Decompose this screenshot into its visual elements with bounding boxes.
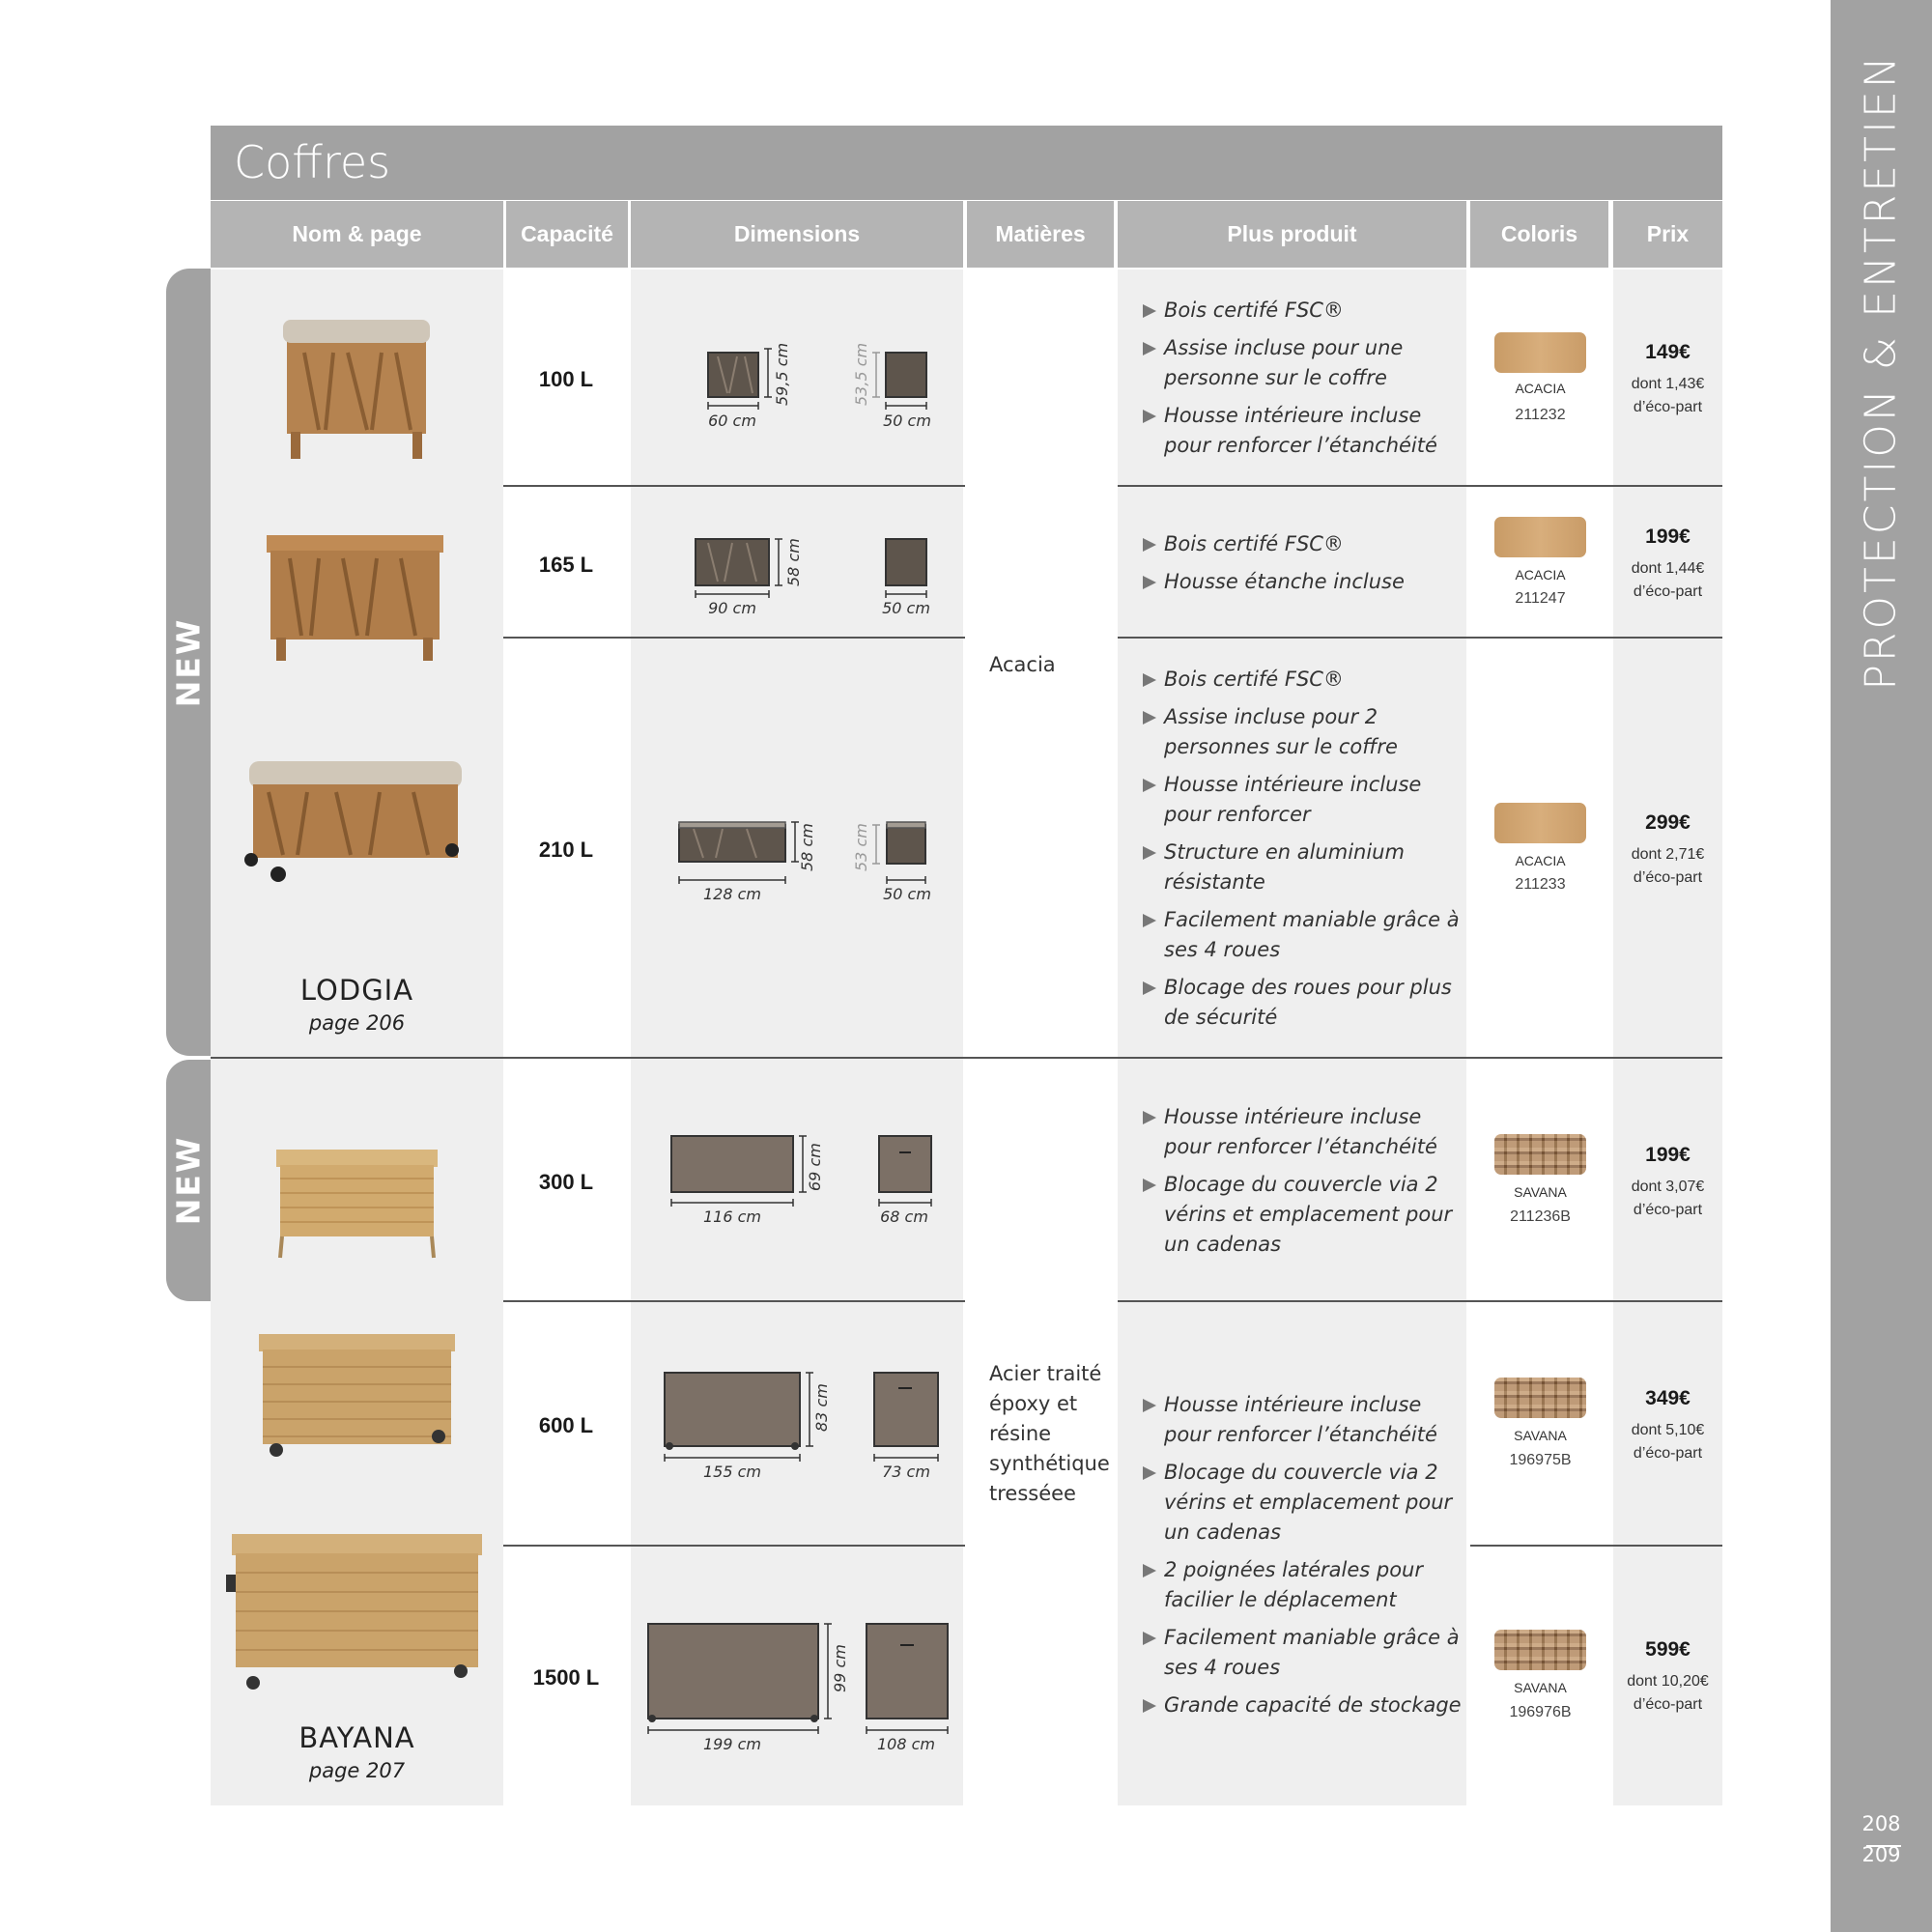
header-capacity: Capacité xyxy=(506,201,628,268)
price: 299€ xyxy=(1645,811,1690,834)
eco-part: dont 2,71€ d’éco-part xyxy=(1631,846,1705,886)
dim-height: 58 cm xyxy=(784,538,803,586)
header-price: Prix xyxy=(1613,201,1722,268)
material-acier: Acier traité époxy et résine synthétique tresséee xyxy=(989,1362,1110,1505)
colour-ref: 196975B xyxy=(1509,1452,1572,1468)
price: 599€ xyxy=(1645,1638,1690,1661)
colour-name: ACACIA xyxy=(1515,567,1566,582)
colour-swatch-savana[interactable] xyxy=(1494,1134,1586,1175)
dimension-diagrams xyxy=(631,270,963,1805)
product-name-lodgia: LODGIA xyxy=(299,974,414,1007)
colour-swatch-acacia[interactable] xyxy=(1494,803,1586,843)
feature-item: Blocage du couvercle via 2 vérins et emplacement pour un cadenas xyxy=(1143,1458,1462,1548)
page-number-left: 208 xyxy=(1861,1812,1901,1835)
colour-name: ACACIA xyxy=(1515,853,1566,868)
dim-height-seat: 53 cm xyxy=(852,823,870,871)
page-number-right: 209 xyxy=(1861,1843,1901,1866)
dim-depth: 50 cm xyxy=(883,412,931,430)
row-divider xyxy=(1118,485,1722,487)
features-row-5 xyxy=(1143,1390,1462,1728)
feature-item: Facilement maniable grâce à ses 4 roues xyxy=(1143,905,1462,965)
colour-swatch-acacia[interactable] xyxy=(1494,517,1586,557)
material-acacia: Acacia xyxy=(989,653,1056,676)
eco-part: dont 1,44€ d’éco-part xyxy=(1631,560,1705,600)
feature-item: Blocage des roues pour plus de sécurité xyxy=(1143,973,1462,1033)
feature-item: Housse intérieure incluse pour renforcer l’étanchéité xyxy=(1143,401,1462,461)
dim-height: 99 cm xyxy=(831,1644,849,1692)
dim-width: 199 cm xyxy=(702,1735,761,1753)
dim-depth: 50 cm xyxy=(882,599,930,617)
feature-item: Blocage du couvercle via 2 vérins et emplacement pour un cadenas xyxy=(1143,1170,1462,1260)
feature-item: Assise incluse pour une personne sur le coffre xyxy=(1143,333,1462,393)
title-bar xyxy=(211,126,1722,200)
colour-swatch-acacia[interactable] xyxy=(1494,332,1586,373)
colour-swatch-savana[interactable] xyxy=(1494,1630,1586,1670)
dim-depth: 68 cm xyxy=(880,1208,928,1226)
dim-height: 69 cm xyxy=(806,1143,824,1191)
feature-item: Housse étanche incluse xyxy=(1143,567,1462,597)
dim-height: 59,5 cm xyxy=(773,342,791,406)
column-price-bg xyxy=(1613,270,1722,1805)
price: 149€ xyxy=(1645,341,1690,363)
capacity: 600 L xyxy=(538,1413,594,1437)
header-dimensions: Dimensions xyxy=(631,201,963,268)
feature-item: Bois certifé FSC® xyxy=(1143,296,1462,326)
eco-part: dont 10,20€ d’éco-part xyxy=(1627,1673,1709,1713)
dim-width: 60 cm xyxy=(708,412,756,430)
dim-height: 58 cm xyxy=(798,823,816,871)
lodgia-210-image xyxy=(240,753,471,889)
header-colours: Coloris xyxy=(1470,201,1608,268)
colour-ref: 211232 xyxy=(1515,407,1566,423)
section-title-text: PROTECTION & ENTRETIEN xyxy=(1856,53,1906,691)
product-name-bayana: BAYANA xyxy=(298,1721,415,1754)
colour-name: SAVANA xyxy=(1514,1184,1567,1200)
feature-item: Housse intérieure incluse pour renforcer l’étanchéité xyxy=(1143,1102,1462,1162)
feature-item: 2 poignées latérales pour facilier le déplacement xyxy=(1143,1555,1462,1615)
dim-width: 128 cm xyxy=(702,885,761,903)
dim-depth: 108 cm xyxy=(876,1735,935,1753)
feature-item: Bois certifé FSC® xyxy=(1143,665,1462,695)
colour-name: SAVANA xyxy=(1514,1680,1567,1695)
features-row-2 xyxy=(1143,529,1462,605)
lodgia-100-image xyxy=(275,314,440,464)
price: 349€ xyxy=(1645,1387,1690,1409)
colour-ref: 196976B xyxy=(1509,1704,1572,1720)
product-page-lodgia[interactable]: page 206 xyxy=(308,1011,406,1035)
feature-item: Assise incluse pour 2 personnes sur le coffre xyxy=(1143,702,1462,762)
features-row-1 xyxy=(1143,296,1462,469)
price: 199€ xyxy=(1645,1144,1690,1166)
row-divider xyxy=(1118,637,1722,639)
feature-item: Facilement maniable grâce à ses 4 roues xyxy=(1143,1623,1462,1683)
bayana-600-image xyxy=(253,1328,461,1463)
dim-height: 83 cm xyxy=(812,1383,831,1432)
header-materials: Matières xyxy=(967,201,1114,268)
capacity: 165 L xyxy=(538,553,594,577)
dim-width: 116 cm xyxy=(702,1208,761,1226)
lodgia-165-image xyxy=(261,529,449,665)
feature-item: Grande capacité de stockage xyxy=(1143,1690,1462,1720)
price: 199€ xyxy=(1645,526,1690,548)
feature-item: Bois certifé FSC® xyxy=(1143,529,1462,559)
colour-ref: 211236B xyxy=(1510,1208,1571,1225)
dim-depth: 50 cm xyxy=(883,885,931,903)
capacity: 300 L xyxy=(538,1170,594,1194)
page-title: Coffres xyxy=(234,136,391,188)
product-page-bayana[interactable]: page 207 xyxy=(308,1759,406,1782)
capacity: 1500 L xyxy=(532,1665,600,1690)
colour-name: SAVANA xyxy=(1514,1428,1567,1443)
colour-name: ACACIA xyxy=(1515,381,1566,396)
colour-swatch-savana[interactable] xyxy=(1494,1378,1586,1418)
header-features: Plus produit xyxy=(1118,201,1466,268)
capacity: 100 L xyxy=(538,367,594,391)
eco-part: dont 3,07€ d’éco-part xyxy=(1631,1179,1705,1218)
colour-ref: 211233 xyxy=(1515,876,1566,893)
row-divider-major xyxy=(211,1057,1722,1059)
dim-height-seat: 53,5 cm xyxy=(852,342,870,406)
row-divider xyxy=(1118,1300,1722,1302)
row-divider xyxy=(1470,1545,1722,1547)
feature-item: Structure en aluminium résistante xyxy=(1143,838,1462,897)
new-tab-bayana: NEW xyxy=(166,1060,211,1301)
dim-width: 155 cm xyxy=(702,1463,761,1481)
capacity: 210 L xyxy=(538,838,594,862)
bayana-1500-image xyxy=(224,1526,490,1690)
header-name: Nom & page xyxy=(211,201,503,268)
eco-part: dont 1,43€ d’éco-part xyxy=(1631,376,1705,415)
colour-ref: 211247 xyxy=(1515,590,1566,607)
features-row-3 xyxy=(1143,665,1462,1040)
features-row-4 xyxy=(1143,1102,1462,1267)
dim-depth: 73 cm xyxy=(882,1463,930,1481)
new-tab-lodgia: NEW xyxy=(166,269,211,1056)
dim-width: 90 cm xyxy=(708,599,756,617)
feature-item: Housse intérieure incluse pour renforcer xyxy=(1143,770,1462,830)
eco-part: dont 5,10€ d’éco-part xyxy=(1631,1422,1705,1462)
bayana-300-image xyxy=(272,1140,441,1261)
feature-item: Housse intérieure incluse pour renforcer l’étanchéité xyxy=(1143,1390,1462,1450)
